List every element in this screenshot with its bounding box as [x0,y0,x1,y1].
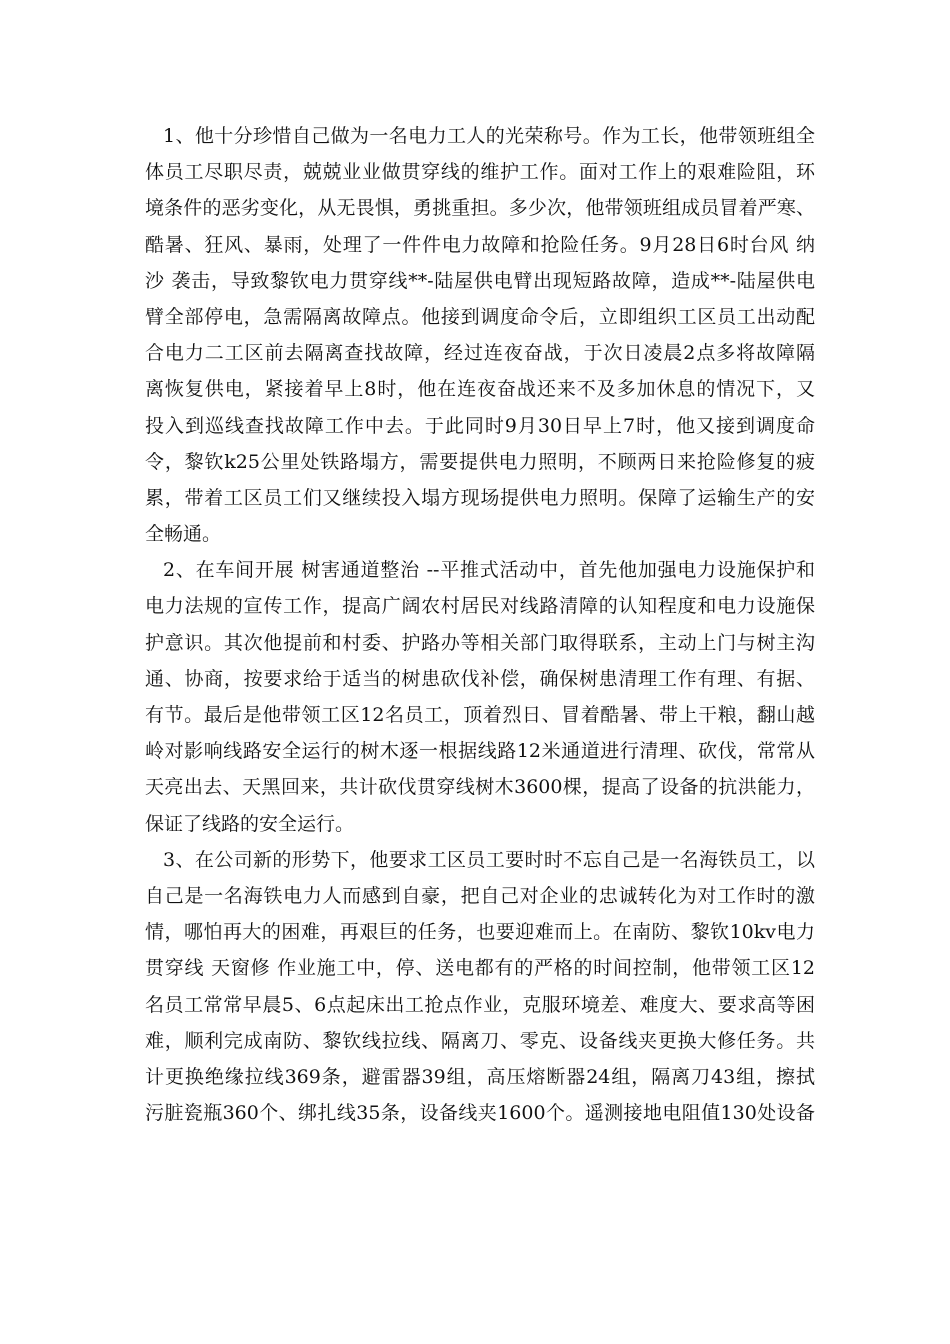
paragraph-line: 令，黎钦k25公里处铁路塌方，需要提供电力照明，不顾两日来抢险修复的疲 [145,450,815,473]
paragraph-line: 贯穿线 天窗修 作业施工中，停、送电都有的严格的时间控制，他带领工区12 [145,957,815,980]
paragraph-line: 全畅通。 [145,523,222,546]
paragraph-line: 污脏瓷瓶360个、绑扎线35条，设备线夹1600个。遥测接地电阻值130处设备 [145,1102,815,1125]
paragraph-3 [145,842,815,1132]
paragraph-line: 难，顺利完成南防、黎钦线拉线、隔离刀、零克、设备线夹更换大修任务。共 [145,1029,815,1052]
paragraph-line: 沙 袭击，导致黎钦电力贯穿线**-陆屋供电臂出现短路故障，造成**-陆屋供电 [145,269,815,292]
paragraph-line: 通、协商，按要求给于适当的树患砍伐补偿，确保树患清理工作有理、有据、 [145,667,815,690]
paragraph-line: 自己是一名海铁电力人而感到自豪，把自己对企业的忠诚转化为对工作时的激 [145,884,815,907]
paragraph-line: 计更换绝缘拉线369条，避雷器39组，高压熔断器24组，隔离刀43组，擦拭 [145,1065,815,1088]
paragraph-line: 护意识。其次他提前和村委、护路办等相关部门取得联系，主动上门与树主沟 [145,631,815,654]
paragraph-line: 情，哪怕再大的困难，再艰巨的任务，也要迎难而上。在南防、黎钦10kv电力 [145,921,815,944]
paragraph-line: 境条件的恶劣变化，从无畏惧，勇挑重担。多少次，他带领班组成员冒着严寒、 [145,197,815,220]
paragraph-line: 名员工常常早晨5、6点起床出工抢点作业，克服环境差、难度大、要求高等困 [145,993,815,1016]
paragraph-line: 电力法规的宣传工作，提高广阔农村居民对线路清障的认知程度和电力设施保 [145,595,815,618]
paragraph-line: 天亮出去、天黑回来，共计砍伐贯穿线树木3600棵，提高了设备的抗洪能力， [145,776,815,799]
paragraph-line: 保证了线路的安全运行。 [145,812,355,835]
paragraph-line: 2、在车间开展 树害通道整治 --平推式活动中，首先他加强电力设施保护和 [163,559,815,582]
document-body [145,118,815,1131]
paragraph-line: 3、在公司新的形势下，他要求工区员工要时时不忘自己是一名海铁员工，以 [163,848,815,871]
paragraph-line: 有节。最后是他带领工区12名员工，顶着烈日、冒着酷暑、带上干粮，翻山越 [145,704,815,726]
paragraph-line: 累，带着工区员工们又继续投入塌方现场提供电力照明。保障了运输生产的安 [145,486,815,509]
paragraph-line: 酷暑、狂风、暴雨，处理了一件件电力故障和抢险任务。9月28日6时台风 纳 [145,233,815,256]
paragraph-line: 岭对影响线路安全运行的树木逐一根据线路12米通道进行清理、砍伐，常常从 [145,740,815,763]
paragraph-line: 离恢复供电，紧接着早上8时，他在连夜奋战还来不及多加休息的情况下，又 [145,378,815,401]
paragraph-line: 体员工尽职尽责，兢兢业业做贯穿线的维护工作。面对工作上的艰难险阻，环 [145,161,815,184]
paragraph-line: 1、他十分珍惜自己做为一名电力工人的光荣称号。作为工长，他带领班组全 [163,125,815,147]
paragraph-1 [145,118,815,552]
paragraph-line: 臂全部停电，急需隔离故障点。他接到调度命令后，立即组织工区员工出动配 [145,305,815,328]
paragraph-line: 投入到巡线查找故障工作中去。于此同时9月30日早上7时，他又接到调度命 [145,414,815,437]
paragraph-line: 合电力二工区前去隔离查找故障，经过连夜奋战，于次日凌晨2点多将故障隔 [145,342,815,365]
paragraph-2 [145,552,815,842]
